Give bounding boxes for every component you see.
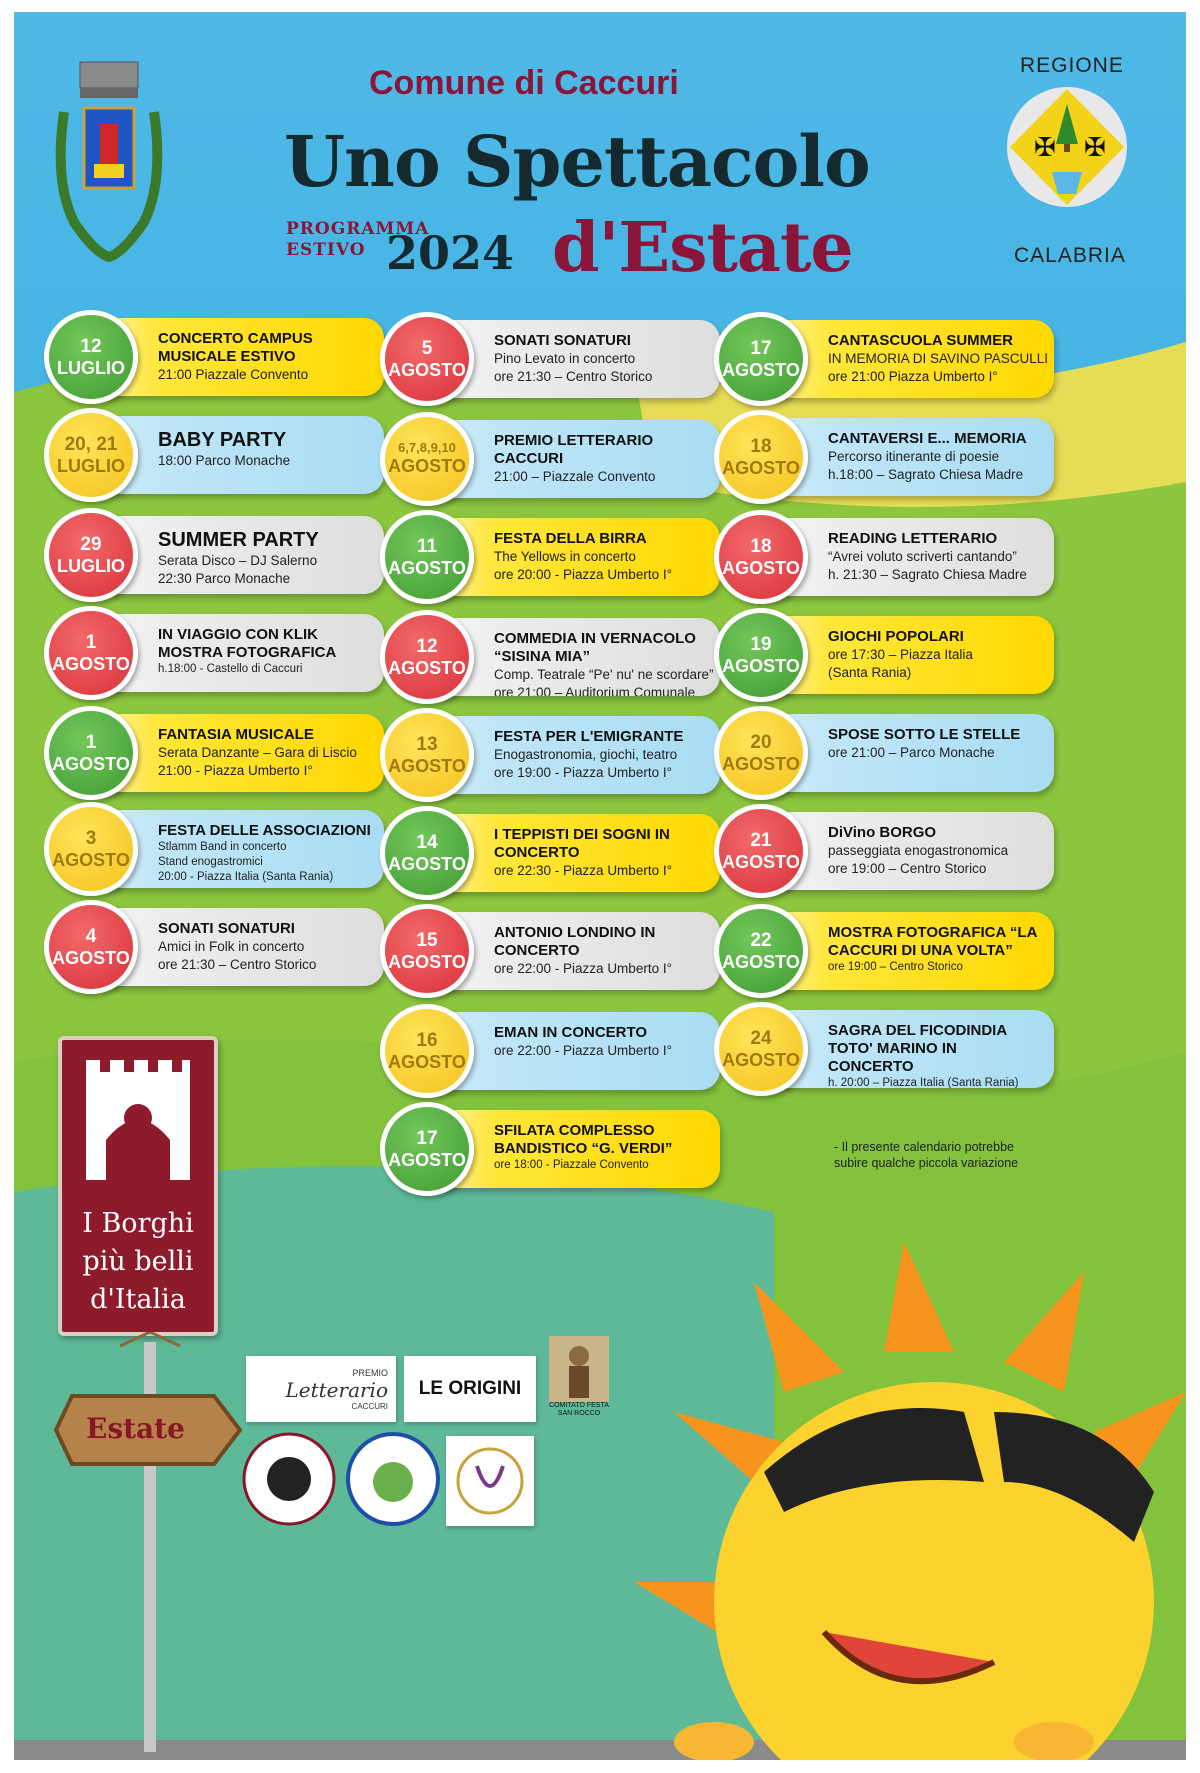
event-month: AGOSTO xyxy=(722,557,800,578)
event-day: 1 xyxy=(85,631,97,653)
event-detail: h. 21:30 – Sagrato Chiesa Madre xyxy=(828,566,1027,582)
event-date-badge xyxy=(44,900,138,994)
sun-mascot-icon xyxy=(634,1242,1186,1760)
event-detail: 20:00 - Piazza Italia (Santa Rania) xyxy=(158,870,334,883)
event-title: CANTASCUOLA SUMMER xyxy=(828,332,1013,349)
event-item xyxy=(380,510,720,602)
event-item xyxy=(380,412,720,504)
event-date-badge xyxy=(714,312,808,406)
cultura-turismo-logo xyxy=(242,1432,336,1526)
event-month: AGOSTO xyxy=(722,951,800,972)
event-detail: h.18:00 – Sagrato Chiesa Madre xyxy=(828,466,1024,482)
event-date-badge xyxy=(380,312,474,406)
event-title: MOSTRA FOTOGRAFICA “LA CACCURI DI UNA VOLTA” xyxy=(828,924,1037,959)
event-day: 21 xyxy=(750,829,772,851)
event-date-badge xyxy=(714,1002,808,1096)
svg-text:✠: ✠ xyxy=(1034,133,1056,163)
event-title: FESTA DELLE ASSOCIAZIONI xyxy=(158,822,371,839)
event-month: AGOSTO xyxy=(722,851,800,872)
event-detail: Percorso itinerante di poesie xyxy=(828,449,1000,464)
event-date-badge xyxy=(714,804,808,898)
event-item xyxy=(380,1102,720,1194)
event-title: SONATI SONATURI xyxy=(494,332,631,349)
svg-text:✠: ✠ xyxy=(1084,133,1106,163)
event-month: AGOSTO xyxy=(388,1149,466,1170)
event-title: SPOSE SOTTO LE STELLE xyxy=(828,726,1021,743)
programma-label: PROGRAMMA xyxy=(286,219,430,239)
event-item xyxy=(44,408,384,500)
event-date-badge xyxy=(44,310,138,404)
event-month: AGOSTO xyxy=(388,853,466,874)
event-detail: passeggiata enogastronomica xyxy=(828,843,1009,858)
event-title: SONATI SONATURI xyxy=(158,920,295,937)
event-day: 12 xyxy=(416,635,438,657)
event-detail: ore 22:30 - Piazza Umberto I° xyxy=(494,863,672,878)
event-day: 17 xyxy=(750,337,772,359)
event-month: AGOSTO xyxy=(722,655,800,676)
event-title: SAGRA DEL FICODINDIA TOTO' MARINO IN CONCERTO xyxy=(828,1022,1007,1075)
event-item xyxy=(714,510,1054,602)
event-item xyxy=(44,900,384,992)
event-detail: ore 21:30 – Centro Storico xyxy=(494,368,653,384)
event-item xyxy=(714,706,1054,798)
event-month: AGOSTO xyxy=(52,753,130,774)
event-date-badge xyxy=(380,1004,474,1098)
event-item xyxy=(44,606,384,698)
event-date-badge xyxy=(380,708,474,802)
event-detail: ore 21:30 – Centro Storico xyxy=(158,956,317,972)
event-item xyxy=(44,706,384,798)
borghi-line1: I Borghi xyxy=(82,1208,194,1239)
event-date-badge xyxy=(714,608,808,702)
event-date-badge xyxy=(714,410,808,504)
event-month: AGOSTO xyxy=(388,1051,466,1072)
note-line: subire qualche piccola variazione xyxy=(834,1155,1019,1170)
caccuri-da-scoprire-logo xyxy=(346,1432,440,1526)
event-day: 15 xyxy=(416,929,438,951)
event-detail: The Yellows in concerto xyxy=(494,549,636,564)
event-date-badge xyxy=(44,606,138,700)
event-title: EMAN IN CONCERTO xyxy=(494,1024,648,1041)
event-month: AGOSTO xyxy=(52,653,130,674)
event-month: AGOSTO xyxy=(722,457,800,478)
premio-small: PREMIO xyxy=(352,1367,388,1378)
event-day: 14 xyxy=(416,831,438,853)
event-date-badge xyxy=(714,510,808,604)
event-title: FESTA DELLA BIRRA xyxy=(494,530,647,547)
event-month: AGOSTO xyxy=(388,359,466,380)
event-date-badge xyxy=(44,508,138,602)
event-date-badge xyxy=(44,706,138,800)
event-detail: IN MEMORIA DI SAVINO PASCULLI xyxy=(828,351,1049,366)
event-item xyxy=(714,904,1054,996)
event-detail: ore 21:00 Piazza Umberto I° xyxy=(828,368,998,384)
event-detail: 21:00 – Piazzale Convento xyxy=(494,469,656,484)
regione-label: REGIONE xyxy=(1020,54,1124,77)
event-title: READING LETTERARIO xyxy=(828,530,998,547)
caccuri-crest xyxy=(44,52,174,262)
event-day: 18 xyxy=(750,535,772,557)
event-title: CANTAVERSI E... MEMORIA xyxy=(828,430,1027,447)
event-detail: ore 21:00 – Auditorium Comunale xyxy=(494,684,696,696)
event-detail: ore 17:30 – Piazza Italia xyxy=(828,647,973,662)
event-month: AGOSTO xyxy=(52,849,130,870)
event-month: AGOSTO xyxy=(722,753,800,774)
year-label: 2024 xyxy=(386,226,515,280)
event-title: PREMIO LETTERARIO CACCURI xyxy=(494,432,654,467)
event-title: BABY PARTY xyxy=(158,429,287,451)
event-title: COMMEDIA IN VERNACOLO “SISINA MIA” xyxy=(494,630,696,665)
event-detail: “Avrei voluto scriverti cantando” xyxy=(828,549,1017,564)
event-item xyxy=(380,1004,720,1096)
san-rocco-icon xyxy=(549,1336,609,1402)
event-day: 24 xyxy=(750,1027,772,1049)
event-date-badge xyxy=(380,904,474,998)
variation-note xyxy=(834,1140,1018,1171)
event-detail: h.18:00 - Castello di Caccuri xyxy=(158,663,303,675)
le-origini-logo xyxy=(404,1356,536,1422)
premio-text: Letterario xyxy=(285,1377,388,1402)
title-line1: Uno Spettacolo xyxy=(284,120,870,203)
event-day: 5 xyxy=(421,337,433,359)
title-line2: d'Estate xyxy=(552,208,853,288)
event-month: AGOSTO xyxy=(722,1049,800,1070)
event-title: FESTA PER L'EMIGRANTE xyxy=(494,728,684,745)
event-date-badge xyxy=(44,802,138,896)
event-title: SUMMER PARTY xyxy=(158,529,319,551)
event-detail: Amici in Folk in concerto xyxy=(158,939,305,954)
poster xyxy=(14,12,1186,1760)
estivo-label: ESTIVO xyxy=(286,240,366,260)
event-detail: Comp. Teatrale “Pe' nu' ne scordare” xyxy=(494,667,714,682)
borghi-line2: più belli xyxy=(82,1246,194,1277)
event-detail: ore 22:00 - Piazza Umberto I° xyxy=(494,961,672,976)
event-title: SFILATA COMPLESSO BANDISTICO “G. VERDI” xyxy=(494,1122,673,1157)
event-detail: ore 19:00 – Centro Storico xyxy=(828,961,963,973)
event-day: 20, 21 xyxy=(64,433,118,455)
event-date-badge xyxy=(380,610,474,704)
event-month: AGOSTO xyxy=(52,947,130,968)
event-detail: Enogastronomia, giochi, teatro xyxy=(494,747,678,762)
lyre-icon xyxy=(455,1446,525,1516)
event-item xyxy=(44,508,384,600)
event-day: 22 xyxy=(750,929,772,951)
event-title: IN VIAGGIO CON KLIK MOSTRA FOTOGRAFICA xyxy=(158,626,337,661)
event-day: 16 xyxy=(416,1029,438,1051)
event-detail: 22:30 Parco Monache xyxy=(158,570,291,586)
event-day: 20 xyxy=(750,731,772,753)
event-item xyxy=(44,310,384,402)
event-title: DiVino BORGO xyxy=(828,824,937,841)
event-item xyxy=(380,904,720,996)
event-day: 11 xyxy=(416,535,438,557)
event-detail: ore 20:00 - Piazza Umberto I° xyxy=(494,566,672,582)
event-item xyxy=(714,312,1054,404)
event-item xyxy=(714,1002,1054,1094)
event-detail: ore 22:00 - Piazza Umberto I° xyxy=(494,1043,672,1058)
complesso-bandistico-logo xyxy=(446,1436,534,1526)
event-detail: Serata Danzante – Gara di Liscio xyxy=(158,745,357,760)
calabria-label: CALABRIA xyxy=(1014,244,1126,267)
borghi-plaque xyxy=(58,1036,218,1336)
le-origini-text: LE ORIGINI xyxy=(418,1378,522,1399)
event-day: 13 xyxy=(416,733,438,755)
event-detail: h. 20:00 – Piazza Italia (Santa Rania) xyxy=(828,1077,1019,1088)
event-item xyxy=(714,410,1054,502)
event-month: AGOSTO xyxy=(388,951,466,972)
event-title: FANTASIA MUSICALE xyxy=(158,726,314,743)
event-month: LUGLIO xyxy=(57,455,125,476)
comitato-text: COMITATO FESTA SAN ROCCO xyxy=(549,1402,609,1417)
event-detail: ore 19:00 – Centro Storico xyxy=(828,860,987,876)
event-detail: ore 19:00 - Piazza Umberto I° xyxy=(494,764,672,780)
event-item xyxy=(380,610,720,702)
event-item xyxy=(44,802,384,894)
event-day: 29 xyxy=(80,533,102,555)
event-item xyxy=(714,804,1054,896)
event-day: 3 xyxy=(85,827,97,849)
note-line: - Il presente calendario potrebbe xyxy=(834,1140,1014,1154)
event-date-badge xyxy=(380,412,474,506)
event-detail: Serata Disco – DJ Salerno xyxy=(158,553,318,568)
borghi-line3: d'Italia xyxy=(90,1284,186,1315)
event-date-badge xyxy=(380,510,474,604)
event-date-badge xyxy=(380,1102,474,1196)
comitato-logo xyxy=(546,1332,612,1422)
premio-letterario-logo xyxy=(246,1356,396,1422)
event-detail: 21:00 Piazzale Convento xyxy=(158,367,309,382)
event-day: 6,7,8,9,10 xyxy=(398,440,456,456)
event-day: 1 xyxy=(85,731,97,753)
event-day: 19 xyxy=(750,633,772,655)
event-month: AGOSTO xyxy=(388,456,466,477)
calabria-emblem xyxy=(1004,84,1130,210)
comune-label: Comune di Caccuri xyxy=(369,64,679,102)
event-detail: Stlamm Band in concerto xyxy=(158,841,287,853)
event-detail: 21:00 - Piazza Umberto I° xyxy=(158,762,313,778)
event-date-badge xyxy=(714,706,808,800)
event-month: AGOSTO xyxy=(722,359,800,380)
borghi-castle-icon xyxy=(86,1060,190,1180)
event-title: ANTONIO LONDINO IN CONCERTO xyxy=(494,924,656,959)
event-date-badge xyxy=(44,408,138,502)
estate-sign-label: Estate xyxy=(86,1412,185,1445)
premio-place: CACCURI xyxy=(351,1401,388,1411)
event-detail: ore 21:00 – Parco Monache xyxy=(828,745,995,760)
event-detail: (Santa Rania) xyxy=(828,664,912,680)
event-day: 12 xyxy=(80,335,102,357)
event-day: 4 xyxy=(85,925,97,947)
event-date-badge xyxy=(380,806,474,900)
event-title: I TEPPISTI DEI SOGNI IN CONCERTO xyxy=(494,826,670,861)
event-item xyxy=(380,708,720,800)
event-date-badge xyxy=(714,904,808,998)
event-month: AGOSTO xyxy=(388,755,466,776)
event-title: CONCERTO CAMPUS MUSICALE ESTIVO xyxy=(158,330,313,365)
event-detail: ore 18:00 - Piazzale Convento xyxy=(494,1159,649,1171)
event-item xyxy=(714,608,1054,700)
event-detail: 18:00 Parco Monache xyxy=(158,453,291,468)
event-month: AGOSTO xyxy=(388,557,466,578)
event-day: 17 xyxy=(416,1127,438,1149)
event-detail: Stand enogastromici xyxy=(158,855,263,868)
event-detail: Pino Levato in concerto xyxy=(494,351,636,366)
event-month: LUGLIO xyxy=(57,555,125,576)
event-month: AGOSTO xyxy=(388,657,466,678)
event-day: 18 xyxy=(750,435,772,457)
event-item xyxy=(380,312,720,404)
event-title: GIOCHI POPOLARI xyxy=(828,628,964,645)
event-item xyxy=(380,806,720,898)
event-month: LUGLIO xyxy=(57,357,125,378)
